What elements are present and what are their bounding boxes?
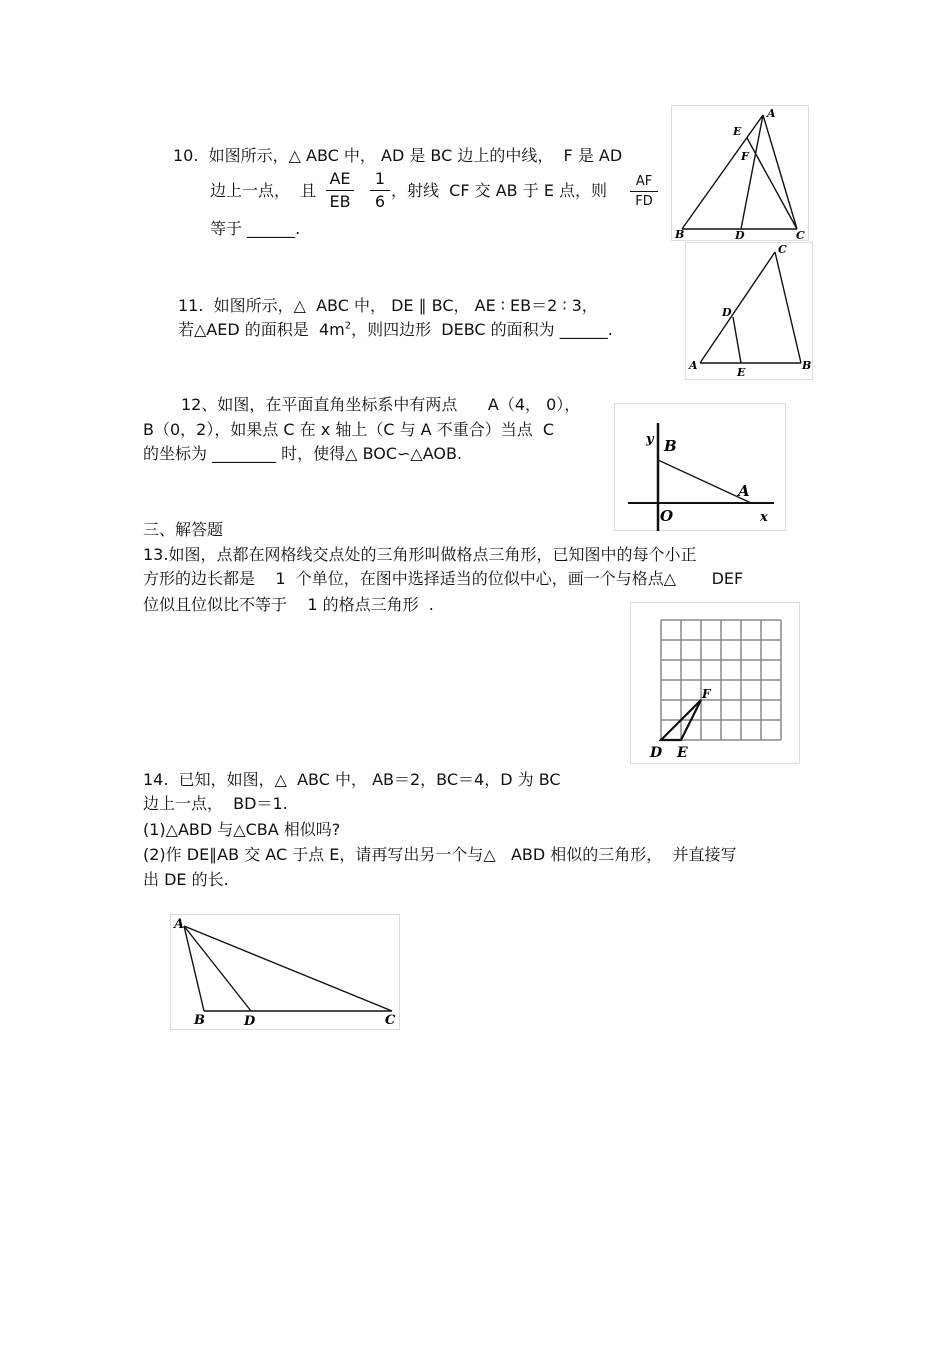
- q10-frac1-den: EB: [329, 192, 351, 211]
- label-A: A: [689, 359, 698, 372]
- q10-frac1-num: AE: [329, 169, 351, 188]
- q10-fraction-one-sixth: [370, 170, 390, 211]
- q10-line2-end: ，射线 CF 交 AB 于 E 点，则: [391, 181, 608, 200]
- label-F: F: [702, 687, 711, 701]
- label-A: A: [174, 917, 185, 932]
- label-E: E: [733, 125, 742, 138]
- q10-frac3-den: FD: [635, 194, 653, 209]
- q10-frac2-den: 6: [374, 192, 386, 211]
- q12-line1: 12、如图，在平面直角坐标系中有两点 A（4， 0），: [181, 395, 581, 414]
- q13-figure-grid: [630, 602, 800, 764]
- q10-line2-start: 边上一点， 且: [210, 181, 317, 200]
- q10-frac2-num: 1: [374, 169, 386, 188]
- q10-line1: 10. 如图所示，△ ABC 中， AD 是 BC 边上的中线， F 是 AD: [173, 146, 623, 165]
- label-C: C: [796, 229, 805, 241]
- q10-line3: 等于 ______.: [210, 219, 301, 238]
- q11-line2-end: ，则四边形 DEBC 的面积为 ______.: [351, 320, 613, 339]
- fraction-bar: [326, 190, 354, 191]
- label-D: D: [650, 745, 663, 761]
- q10-fraction-af-fd: [630, 174, 658, 209]
- q10-frac3-num: AF: [635, 174, 653, 189]
- q14-line1: 14. 已知，如图，△ ABC 中， AB＝2，BC＝4，D 为 BC: [143, 770, 561, 789]
- q14-line5: 出 DE 的长.: [143, 870, 229, 889]
- fraction-bar: [370, 190, 390, 191]
- q12-line3: 的坐标为 ________ 时，使得△ BOC∽△AOB.: [143, 444, 463, 463]
- fraction-bar: [630, 191, 658, 192]
- label-B: B: [675, 228, 685, 241]
- q13-line2: 方形的边长都是 1 个单位，在图中选择适当的位似中心，画一个与格点△ DEF: [143, 569, 744, 588]
- q11-line2: [178, 320, 613, 340]
- q14-line4: (2)作 DE∥AB 交 AC 于点 E，请再写出另一个与△ ABD 相似的三角形， 并直接写: [143, 845, 737, 864]
- q11-line1: 11. 如图所示，△ ABC 中， DE ∥ BC， AE ∶ EB＝2 ∶ 3，: [178, 296, 598, 315]
- q14-line3: (1)△ABD 与△CBA 相似吗?: [143, 820, 341, 839]
- q13-line3: 位似且位似比不等于 1 的格点三角形 .: [143, 595, 434, 614]
- label-A: A: [767, 107, 776, 120]
- label-D: D: [722, 306, 732, 319]
- label-B: B: [802, 359, 812, 372]
- q12-line2: B（0，2），如果点 C 在 x 轴上（C 与 A 不重合）当点 C: [143, 420, 555, 439]
- q10-figure: [671, 105, 809, 241]
- label-A: A: [738, 482, 750, 500]
- label-D: D: [735, 229, 745, 241]
- label-F: F: [741, 150, 749, 163]
- section-title: 三、解答题: [143, 520, 224, 539]
- q14-line2: 边上一点， BD＝1.: [143, 794, 288, 813]
- label-x: x: [760, 510, 768, 525]
- label-y: y: [646, 432, 654, 447]
- label-O: O: [660, 507, 674, 525]
- q11-line2-start: 若△AED 的面积是 4m: [178, 320, 345, 339]
- label-C: C: [385, 1013, 396, 1028]
- label-B: B: [664, 437, 677, 455]
- label-B: B: [194, 1013, 205, 1028]
- q11-figure: [685, 242, 813, 380]
- q12-figure: [614, 403, 786, 531]
- label-D: D: [244, 1014, 256, 1029]
- label-E: E: [737, 366, 746, 379]
- q11-superscript: 2: [344, 320, 352, 332]
- q14-figure: [170, 914, 400, 1030]
- label-E: E: [677, 745, 688, 761]
- q13-line1: 13.如图，点都在网格线交点处的三角形叫做格点三角形，已知图中的每个小正: [143, 545, 697, 564]
- label-C: C: [778, 243, 787, 256]
- q10-fraction-ae-eb: [326, 170, 354, 211]
